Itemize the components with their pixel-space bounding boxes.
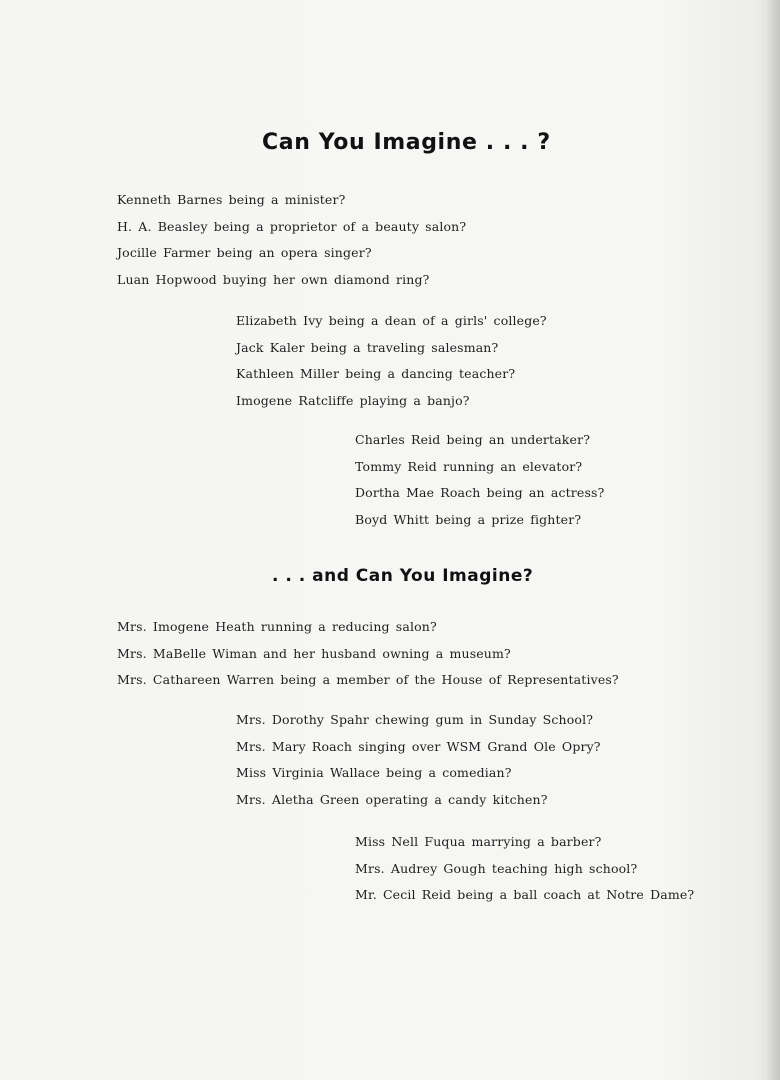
- list-item: Mrs. MaBelle Wiman and her husband owning a museum?: [117, 645, 511, 661]
- section2-group2: [236, 707, 601, 813]
- section1-group3: [355, 427, 604, 533]
- list-item: Dortha Mae Roach being an actress?: [355, 485, 605, 500]
- list-item: Mr. Cecil Reid being a ball coach at Notre Dame?: [355, 887, 695, 902]
- page-edge-shadow: [766, 0, 780, 1080]
- list-item: Elizabeth Ivy being a dean of a girls' college?: [236, 313, 547, 328]
- list-item: Kathleen Miller being a dancing teacher?: [236, 366, 516, 381]
- section1-group1: [117, 187, 466, 293]
- list-item: H. A. Beasley being a proprietor of a beauty salon?: [117, 218, 467, 234]
- list-item: Mrs. Mary Roach singing over WSM Grand Ole Opry?: [236, 738, 601, 754]
- section-subtitle: . . . and Can You Imagine?: [272, 566, 534, 586]
- section2-group3: [355, 829, 694, 909]
- list-item: Tommy Reid running an elevator?: [355, 458, 583, 474]
- list-item: Miss Nell Fuqua marrying a barber?: [355, 834, 602, 849]
- section2-group1: [117, 614, 619, 694]
- list-item: Imogene Ratcliffe playing a banjo?: [236, 392, 470, 408]
- list-item: Mrs. Dorothy Spahr chewing gum in Sunday School?: [236, 712, 594, 727]
- list-item: Mrs. Aletha Green operating a candy kitchen?: [236, 791, 548, 807]
- list-item: Mrs. Audrey Gough teaching high school?: [355, 860, 638, 876]
- section1-group2: [236, 308, 547, 414]
- list-item: Mrs. Imogene Heath running a reducing salon?: [117, 619, 437, 634]
- list-item: Miss Virginia Wallace being a comedian?: [236, 765, 512, 780]
- list-item: Luan Hopwood buying her own diamond ring?: [117, 271, 430, 287]
- list-item: Jack Kaler being a traveling salesman?: [236, 339, 499, 355]
- list-item: Kenneth Barnes being a minister?: [117, 192, 346, 207]
- list-item: Boyd Whitt being a prize fighter?: [355, 511, 582, 527]
- page-title: Can You Imagine . . . ?: [262, 130, 551, 155]
- list-item: Charles Reid being an undertaker?: [355, 432, 591, 447]
- list-item: Mrs. Cathareen Warren being a member of the House of Representatives?: [117, 672, 619, 687]
- list-item: Jocille Farmer being an opera singer?: [117, 245, 372, 260]
